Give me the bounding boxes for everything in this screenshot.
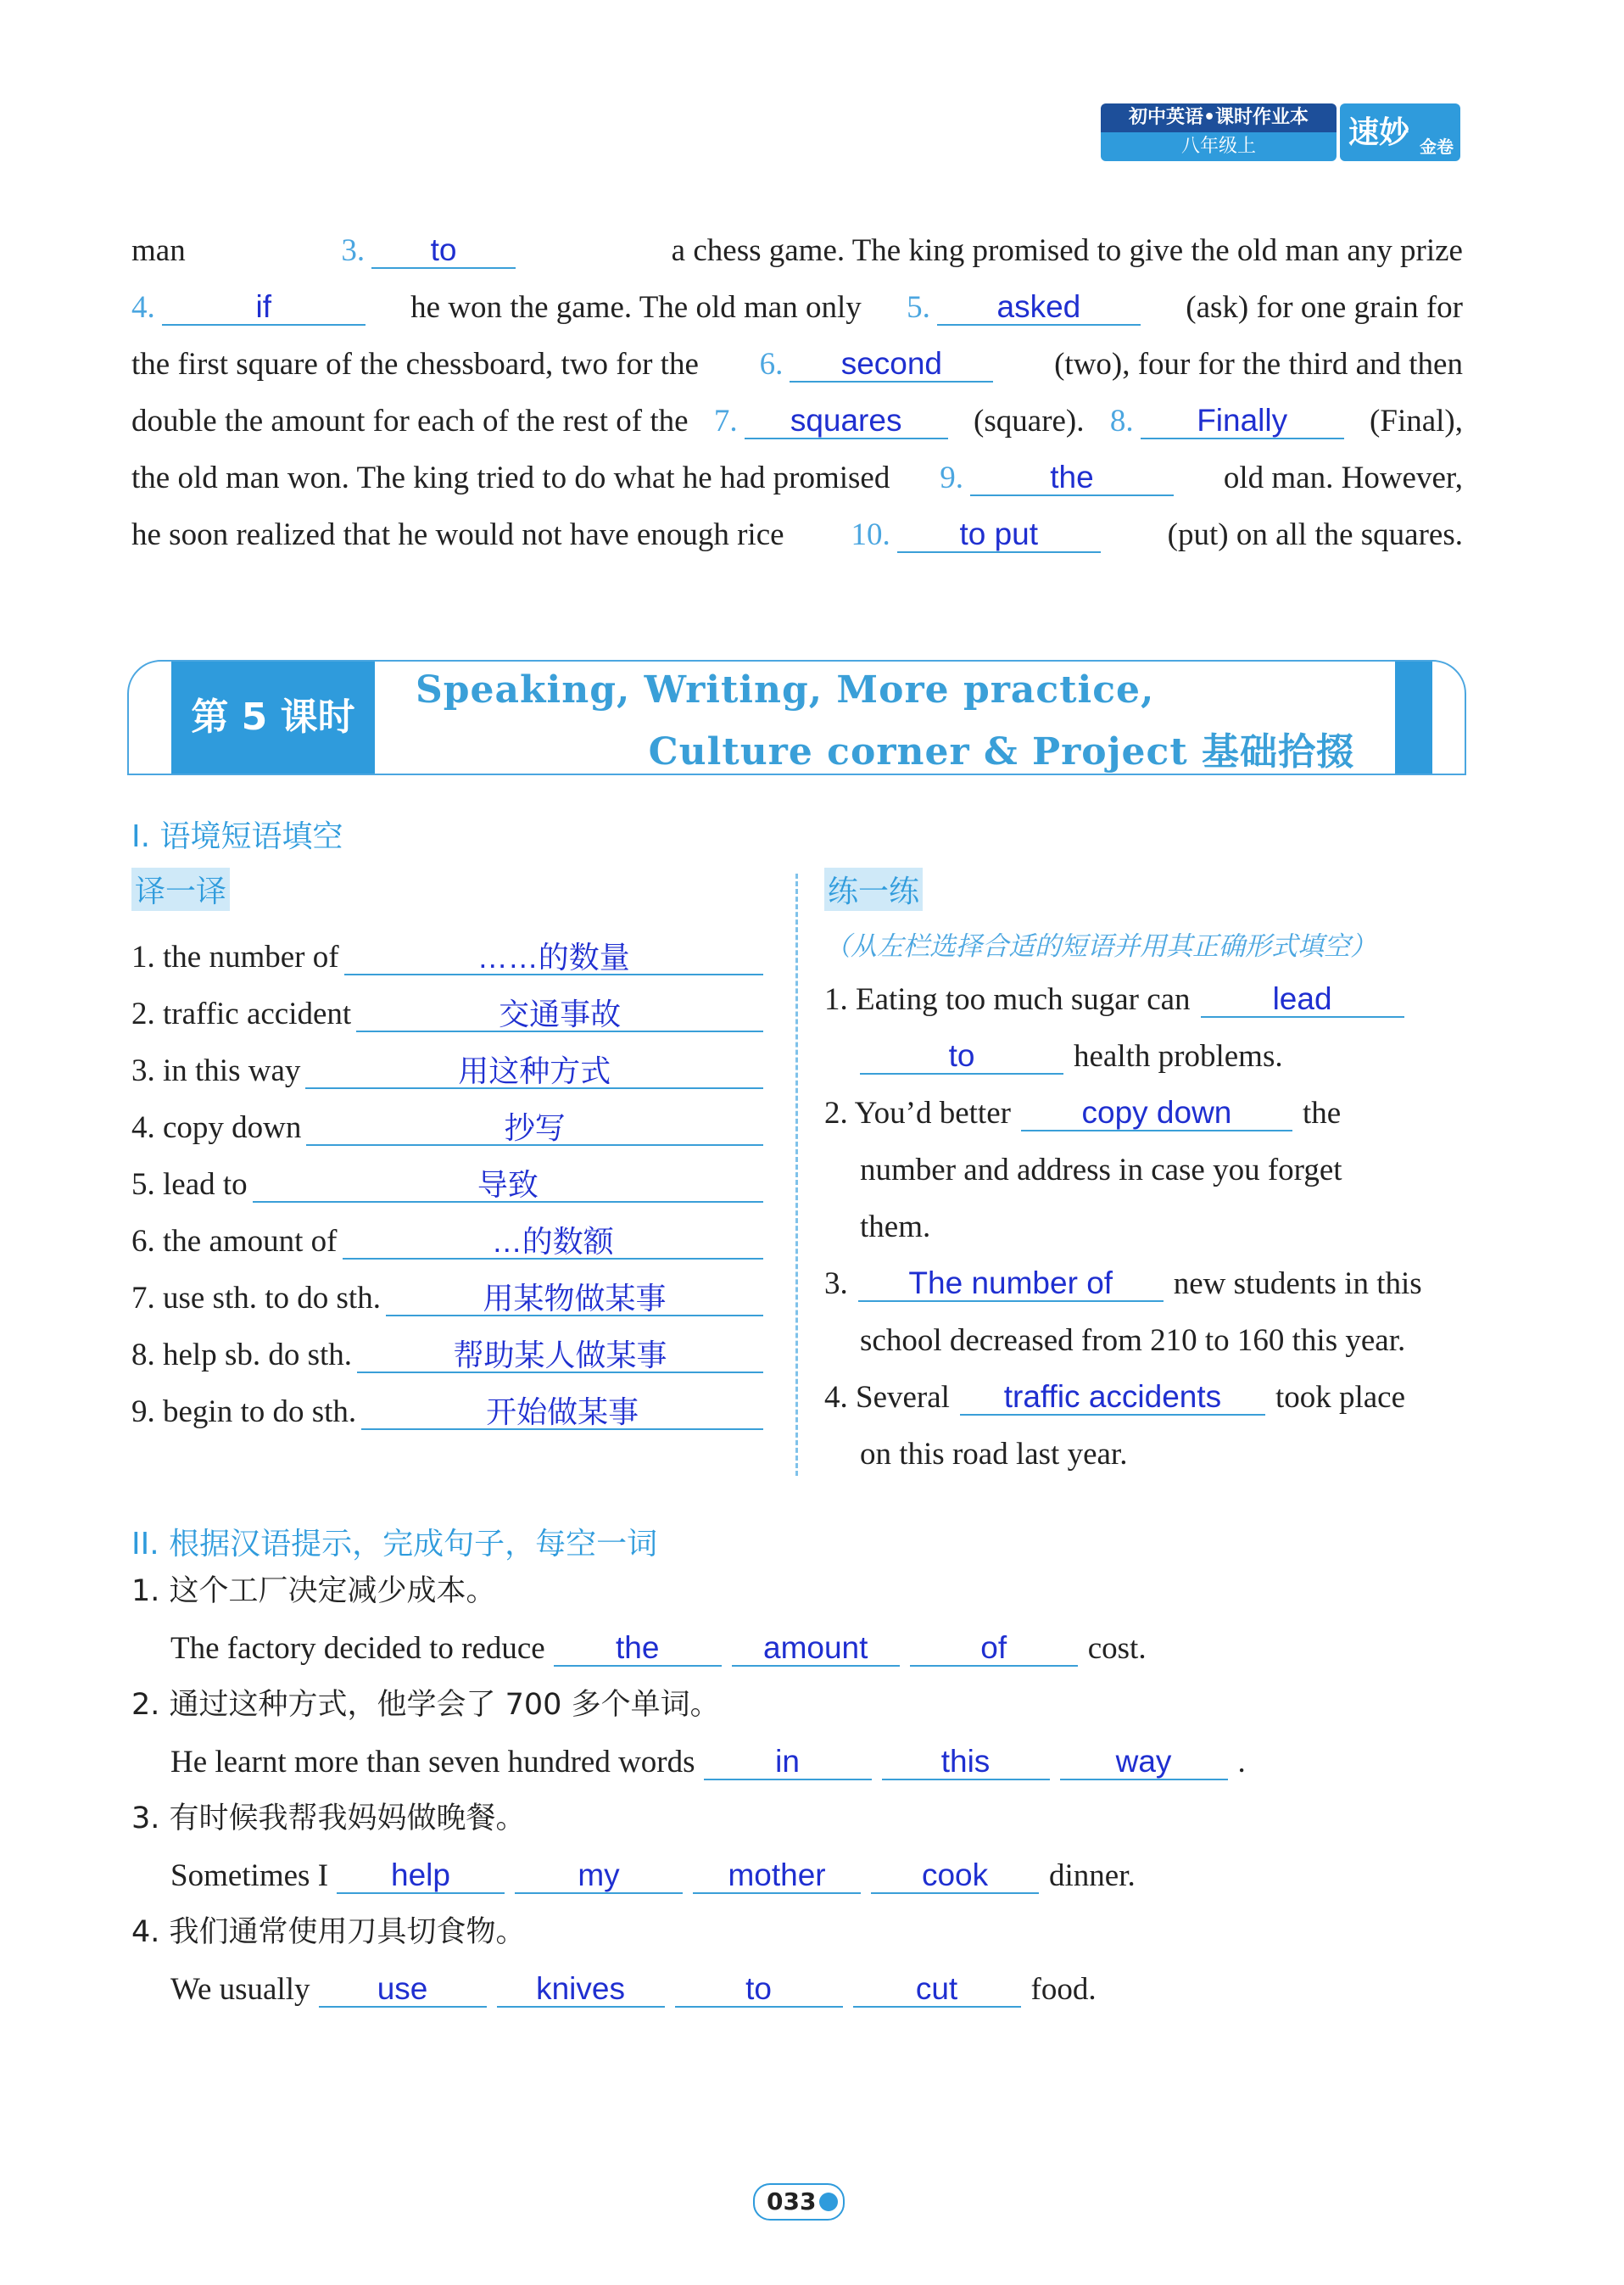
sentence-answer-blank[interactable]: of — [910, 1632, 1078, 1667]
sentence-tail: dinner. — [1049, 1858, 1136, 1893]
passage-line — [131, 506, 1463, 563]
page-number — [753, 2183, 845, 2221]
sentence-answer-blank[interactable]: use — [319, 1973, 487, 2008]
phrase-row — [131, 1095, 763, 1146]
column-divider — [795, 874, 798, 1476]
passage-line — [131, 336, 1463, 393]
practice-q4-line1 — [824, 1365, 1405, 1416]
practice-q3-blank[interactable]: The number of — [858, 1267, 1164, 1302]
passage-answer-blank[interactable]: second — [790, 348, 993, 383]
passage-text: he won the game. The old man only — [410, 290, 862, 325]
sentence-text: Sometimes I — [170, 1858, 329, 1893]
passage-line — [131, 222, 1463, 279]
passage-text: the old man won. The king tried to do what he had promised — [131, 461, 890, 495]
practice-q1-text: 1. Eating too much sugar can — [824, 982, 1191, 1017]
passage-answer-blank[interactable]: if — [162, 291, 366, 326]
passage-answer-blank[interactable]: Finally — [1141, 405, 1344, 439]
brand-sub: 金卷 — [1420, 137, 1454, 157]
passage-blank-group — [760, 336, 994, 393]
phrase-translation-blank[interactable]: 帮助某人做某事 — [357, 1339, 763, 1373]
blank-number: 10. — [851, 517, 890, 552]
phrase-label: 4. copy down — [131, 1110, 302, 1145]
passage-answer-blank[interactable]: squares — [745, 405, 948, 439]
passage-answer-blank[interactable]: asked — [937, 291, 1141, 326]
section-1-hint: （从左栏选择合适的短语并用其正确形式填空） — [824, 931, 1376, 962]
sentence-answer-blank[interactable]: help — [337, 1859, 505, 1894]
passage-text: man — [131, 233, 186, 268]
blank-number: 8. — [1109, 404, 1134, 439]
phrase-row — [131, 1152, 763, 1203]
sentence-text: He learnt more than seven hundred words — [170, 1745, 695, 1779]
phrase-label: 3. in this way — [131, 1053, 301, 1088]
sentence-answer-blank[interactable]: amount — [732, 1632, 900, 1667]
phrase-translation-blank[interactable]: 交通事故 — [356, 998, 763, 1032]
sentence-chinese: 3. 有时候我帮我妈妈做晚餐。 — [131, 1802, 526, 1835]
blank-number: 3. — [341, 233, 366, 268]
sentence-tail: cost. — [1087, 1631, 1147, 1666]
passage-text: (ask) for one grain for — [1186, 290, 1463, 325]
passage-text: (two), four for the third and then — [1054, 347, 1463, 382]
sentence-answer-blank[interactable]: to — [675, 1973, 843, 2008]
phrase-translation-blank[interactable]: 用某物做某事 — [386, 1282, 763, 1316]
brand-logo — [1340, 103, 1460, 161]
phrase-label: 8. help sb. do sth. — [131, 1338, 353, 1372]
phrase-row — [131, 1209, 763, 1260]
sentence-english — [170, 1729, 1246, 1780]
section-1-left-subtitle: 译一译 — [131, 868, 230, 911]
passage-blank-group — [907, 279, 1141, 336]
passage-text: a chess game. The king promised to give the old man any prize — [671, 233, 1463, 268]
phrase-translation-blank[interactable]: 导致 — [253, 1169, 763, 1203]
page-number-text: 033 — [767, 2187, 817, 2215]
series-badge — [1101, 103, 1460, 161]
sentence-answer-blank[interactable]: cut — [853, 1973, 1021, 2008]
banner-title-line1: Speaking, Writing, More practice, — [416, 668, 1155, 712]
lesson-banner — [127, 660, 1466, 775]
practice-q4-text: 4. Several — [824, 1380, 950, 1415]
sentence-answer-blank[interactable]: my — [515, 1859, 683, 1894]
banner-title-line2-text: Culture corner & Project — [648, 730, 1188, 774]
sentence-answer-blank[interactable]: the — [554, 1632, 722, 1667]
passage-text: old man. However, — [1223, 461, 1463, 495]
phrase-label: 9. begin to do sth. — [131, 1394, 357, 1429]
phrase-row — [131, 981, 763, 1032]
practice-q2-line3: them. — [860, 1210, 931, 1244]
page-dot-icon — [819, 2193, 838, 2211]
phrase-row — [131, 1265, 763, 1316]
sentence-tail: . — [1237, 1745, 1246, 1779]
passage-line — [131, 393, 1463, 450]
passage-text: he soon realized that he would not have enough rice — [131, 517, 784, 552]
passage-text: (Final), — [1370, 404, 1463, 439]
phrase-row — [131, 1379, 763, 1430]
section-2-title: II. 根据汉语提示，完成句子，每空一词 — [131, 1527, 658, 1562]
passage-answer-blank[interactable]: to put — [897, 518, 1101, 553]
banner-title-suffix: 基础拾掇 — [1202, 730, 1354, 774]
passage-text: (square). — [974, 404, 1085, 439]
sentence-answer-blank[interactable]: way — [1060, 1746, 1228, 1780]
passage-blank-group — [1110, 393, 1344, 450]
practice-q1-blank1[interactable]: lead — [1201, 983, 1404, 1018]
sentence-english — [170, 1957, 1097, 2008]
phrase-translation-blank[interactable]: 抄写 — [306, 1112, 763, 1146]
phrase-row — [131, 925, 763, 975]
practice-q2-blank[interactable]: copy down — [1021, 1097, 1292, 1131]
brand-name: 速妙 — [1348, 115, 1410, 150]
practice-q2-line1 — [824, 1081, 1341, 1131]
sentence-answer-blank[interactable]: in — [704, 1746, 872, 1780]
sentence-chinese: 1. 这个工厂决定减少成本。 — [131, 1574, 496, 1608]
section-1-title: I. 语境短语填空 — [131, 819, 343, 854]
sentence-chinese: 4. 我们通常使用刀具切食物。 — [131, 1915, 526, 1949]
passage-line — [131, 450, 1463, 506]
phrase-label: 6. the amount of — [131, 1224, 338, 1259]
sentence-answer-blank[interactable]: mother — [693, 1859, 861, 1894]
practice-q3-tail: new students in this — [1173, 1266, 1422, 1301]
phrase-translation-blank[interactable]: …的数额 — [343, 1226, 763, 1260]
sentence-english — [170, 1843, 1136, 1894]
practice-q4-tail: took place — [1275, 1380, 1406, 1415]
practice-q2-text: 2. You’d better — [824, 1096, 1011, 1131]
practice-q2-tail: the — [1302, 1096, 1342, 1131]
practice-q1-blank2[interactable]: to — [860, 1040, 1063, 1075]
passage-blank-group — [131, 279, 366, 336]
sentence-text: The factory decided to reduce — [170, 1631, 545, 1666]
phrase-row — [131, 1322, 763, 1373]
practice-q2-line2: number and address in case you forget — [860, 1153, 1342, 1187]
sentence-answer-blank[interactable]: this — [882, 1746, 1050, 1780]
practice-q4-blank[interactable]: traffic accidents — [960, 1381, 1265, 1416]
blank-number: 5. — [907, 290, 930, 325]
phrase-translation-blank[interactable]: ……的数量 — [344, 941, 763, 975]
practice-q3-number: 3. — [824, 1266, 848, 1301]
passage-line — [131, 279, 1463, 336]
sentence-tail: food. — [1030, 1972, 1097, 2007]
blank-number: 7. — [713, 404, 738, 439]
passage — [131, 222, 1463, 563]
phrase-label: 7. use sth. to do sth. — [131, 1281, 381, 1316]
practice-q1-line1 — [824, 967, 1404, 1018]
passage-blank-group — [341, 222, 516, 279]
banner-tab — [1395, 662, 1432, 774]
practice-q4-line2: on this road last year. — [860, 1437, 1128, 1472]
lesson-number: 第 5 课时 — [171, 662, 375, 774]
sentence-chinese: 2. 通过这种方式，他学会了 700 多个单词。 — [131, 1688, 720, 1722]
sentence-text: We usually — [170, 1972, 310, 2007]
sentence-answer-blank[interactable]: knives — [497, 1973, 665, 2008]
phrase-row — [131, 1038, 763, 1089]
banner-title-line2 — [649, 721, 1354, 775]
passage-text: the first square of the chessboard, two for the — [131, 347, 699, 382]
series-title: 初中英语•课时作业本 — [1101, 103, 1337, 132]
grade-label: 八年级上 — [1101, 132, 1337, 161]
phrase-translation-blank[interactable]: 用这种方式 — [305, 1055, 763, 1089]
blank-number: 9. — [940, 461, 963, 495]
blank-number: 4. — [131, 290, 155, 325]
passage-blank-group — [940, 450, 1174, 506]
phrase-translation-blank[interactable]: 开始做某事 — [361, 1396, 763, 1430]
passage-blank-group — [714, 393, 948, 450]
passage-answer-blank[interactable]: the — [970, 461, 1174, 496]
sentence-english — [170, 1616, 1147, 1667]
sentence-answer-blank[interactable]: cook — [871, 1859, 1039, 1894]
phrase-label: 1. the number of — [131, 940, 339, 975]
passage-blank-group — [851, 506, 1100, 563]
passage-answer-blank[interactable]: to — [371, 234, 516, 269]
blank-number: 6. — [759, 347, 784, 382]
passage-text: double the amount for each of the rest of the — [131, 404, 689, 439]
passage-text: (put) on all the squares. — [1167, 517, 1463, 552]
section-1-right-subtitle: 练一练 — [824, 868, 923, 911]
phrase-label: 2. traffic accident — [131, 997, 352, 1031]
practice-q3-line1 — [824, 1251, 1422, 1302]
practice-q3-line2: school decreased from 210 to 160 this year. — [860, 1323, 1406, 1358]
practice-q1-line2 — [860, 1024, 1283, 1075]
phrase-label: 5. lead to — [131, 1167, 248, 1202]
practice-q1-tail: health problems. — [1074, 1039, 1283, 1074]
